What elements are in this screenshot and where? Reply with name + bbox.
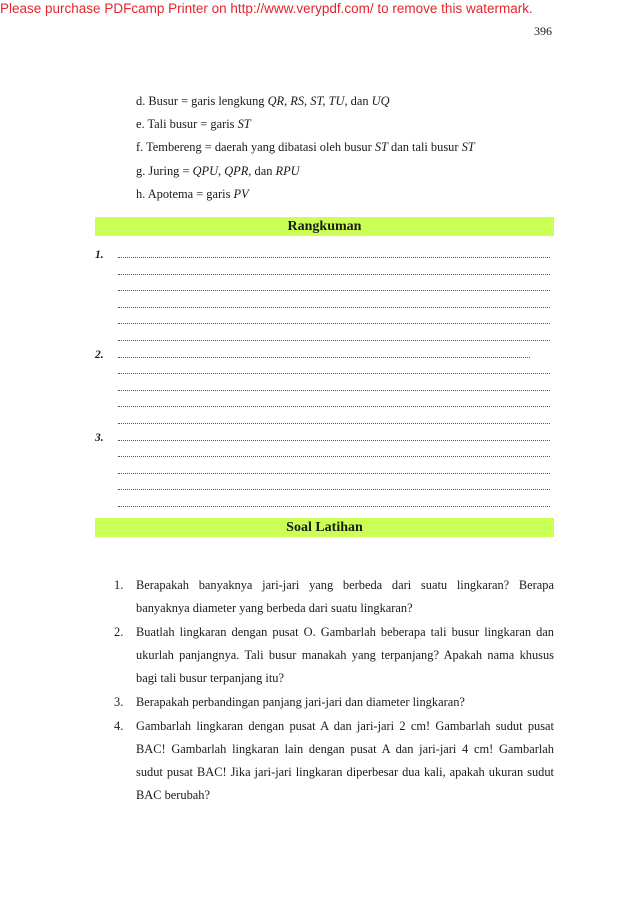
dotted-blank [118,456,550,457]
summary-number: 2. [95,348,104,361]
exercise-item [114,691,554,714]
soal-latihan-heading: Soal Latihan [95,518,554,537]
exercise-number: 3. [114,695,124,710]
definition-apotema: h. Apotema = garis PV [136,186,249,201]
dotted-blank [118,406,550,407]
summary-line [95,313,553,330]
summary-line [95,280,553,297]
dotted-blank [118,373,550,374]
summary-line [95,363,553,380]
exercise-number: 2. [114,624,124,639]
summary-line [95,380,553,397]
summary-number: 1. [95,249,104,261]
dotted-blank [118,473,550,474]
summary-line [95,396,553,413]
definition-list [136,90,566,206]
exercise-number: 1. [114,578,124,592]
exercise-item [114,621,554,691]
page-number: 396 [534,24,552,38]
definition-tembereng: f. Tembereng = daerah yang dibatasi oleh busur ST dan tali busur ST [136,140,475,155]
exercise-text: Buatlah lingkaran dengan pusat O. Gambarlah beberapa tali busur lingkaran dan ukurlah panjangnya. Tali busur manakah yang terpanjang? Apakah nama khusus bagi tali busur terpanjang itu? [136,624,554,686]
summary-line [95,463,553,480]
dotted-blank [118,357,530,358]
summary-line [95,446,553,463]
summary-line [95,297,553,314]
exercise-item [114,715,554,808]
summary-line [95,496,553,513]
summary-line [95,479,553,496]
exercise-text: Berapakah perbandingan panjang jari-jari dan diameter lingkaran? [136,695,465,710]
dotted-blank [118,290,550,291]
summary-line [95,347,553,364]
definition-juring: g. Juring = QPU, QPR, dan RPU [136,163,300,178]
dotted-blank [118,440,550,441]
exercise-list [114,574,554,808]
definition-busur: d. Busur = garis lengkung QR, RS, ST, TU, dan UQ [136,94,390,108]
summary-line [95,247,553,264]
rangkuman-blanks [95,247,553,513]
dotted-blank [118,390,550,391]
dotted-blank [118,489,550,490]
dotted-blank [118,274,550,275]
dotted-blank [118,340,550,341]
exercise-text: Gambarlah lingkaran dengan pusat A dan jari-jari 2 cm! Gambarlah sudut pusat BAC! Gambarlah lingkaran lain dengan pusat A dan jari-jari 4 cm! Gambarlah sudut pusat BAC! Jika jari-jari lingkaran diperbesar dua kali, apakah ukuran sudut BAC berubah? [136,718,554,803]
summary-line [95,430,553,447]
exercise-number: 4. [114,718,124,733]
watermark-text: Please purchase PDFcamp Printer on http://www.verypdf.com/ to remove this watermark. [0,1,533,16]
summary-line [95,330,553,347]
dotted-blank [118,323,550,324]
dotted-blank [118,307,550,308]
summary-number: 3. [95,431,104,444]
exercise-item [114,574,554,620]
dotted-blank [118,423,550,424]
dotted-blank [118,257,550,258]
rangkuman-heading: Rangkuman [95,217,554,236]
exercise-text: Berapakah banyaknya jari-jari yang berbeda dari suatu lingkaran? Berapa banyaknya diameter yang berbeda dari suatu lingkaran? [136,578,554,616]
definition-tali-busur: e. Tali busur = garis ST [136,117,251,132]
summary-line [95,264,553,281]
dotted-blank [118,506,550,507]
summary-line [95,413,553,430]
